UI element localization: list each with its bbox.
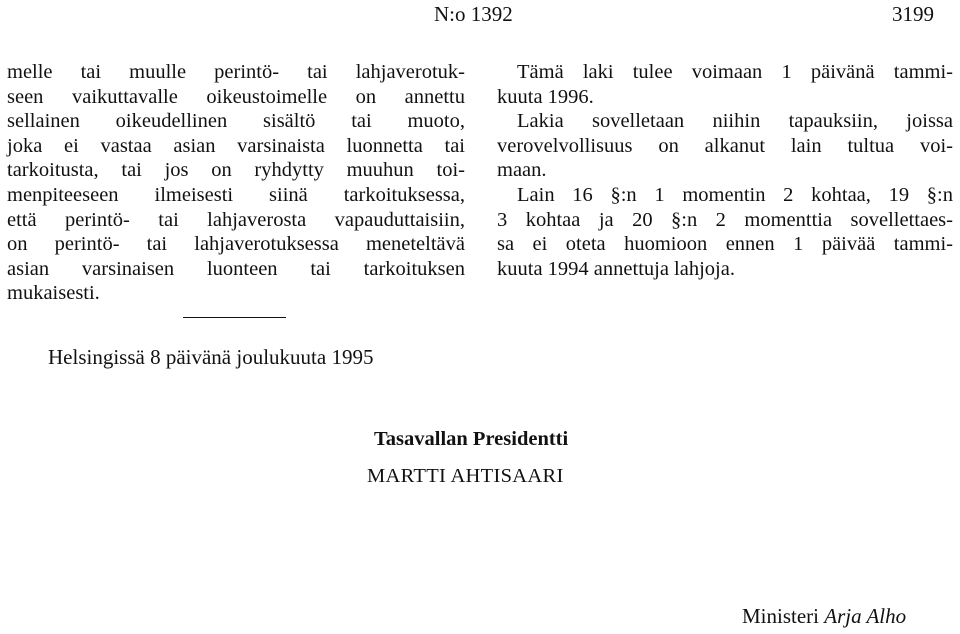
right-line-7: 3 kohtaa ja 20 §:n 2 momenttia sovellettaes-	[497, 208, 953, 231]
page-number: 3199	[892, 2, 934, 26]
page-number-header: N:o 1392	[434, 2, 513, 26]
left-line-4: joka ei vastaa asian varsinaista luonnetta tai	[7, 134, 465, 157]
minister-name: Arja Alho	[824, 604, 907, 628]
left-line-9: asian varsinaisen luonteen tai tarkoituksen	[7, 257, 465, 280]
right-line-1: Tämä laki tulee voimaan 1 päivänä tammi-	[517, 61, 953, 83]
left-line-1: melle tai muulle perintö- tai lahjaverotuk-	[7, 61, 465, 83]
left-line-8: on perintö- tai lahjaverotuksessa meneteltävä	[7, 233, 465, 256]
place-date-line: Helsingissä 8 päivänä joulukuuta 1995	[48, 345, 374, 369]
president-title: Tasavallan Presidentti	[374, 428, 569, 450]
left-line-2: seen vaikuttavalle oikeustoimelle on annettu	[7, 85, 465, 108]
right-line-3: Lakia sovelletaan niihin tapauksiin, joissa	[517, 110, 953, 133]
minister-signature	[742, 604, 906, 629]
right-line-5: maan.	[497, 159, 547, 182]
left-line-6: menpiteeseen ilmeisesti siinä tarkoituksessa,	[7, 183, 465, 206]
left-line-3: sellainen oikeudellinen sisältö tai muoto,	[7, 110, 465, 133]
minister-title: Ministeri	[742, 604, 819, 628]
right-line-6: Lain 16 §:n 1 momentin 2 kohtaa, 19 §:n	[517, 183, 953, 206]
right-text-column	[497, 60, 953, 281]
section-divider	[183, 317, 286, 318]
left-line-7: että perintö- tai lahjaverosta vapauduttaisiin,	[7, 208, 465, 231]
left-text-column	[7, 60, 465, 306]
left-line-10: mukaisesti.	[7, 282, 100, 305]
right-line-2: kuuta 1996.	[497, 85, 594, 108]
right-line-8: sa ei oteta huomioon ennen 1 päivää tammi-	[497, 233, 953, 256]
right-line-9: kuuta 1994 annettuja lahjoja.	[497, 257, 735, 280]
right-line-4: verovelvollisuus on alkanut lain tultua voi-	[497, 134, 953, 157]
left-line-5: tarkoitusta, tai jos on ryhdytty muuhun toi-	[7, 159, 465, 182]
president-name: MARTTI AHTISAARI	[367, 465, 564, 487]
